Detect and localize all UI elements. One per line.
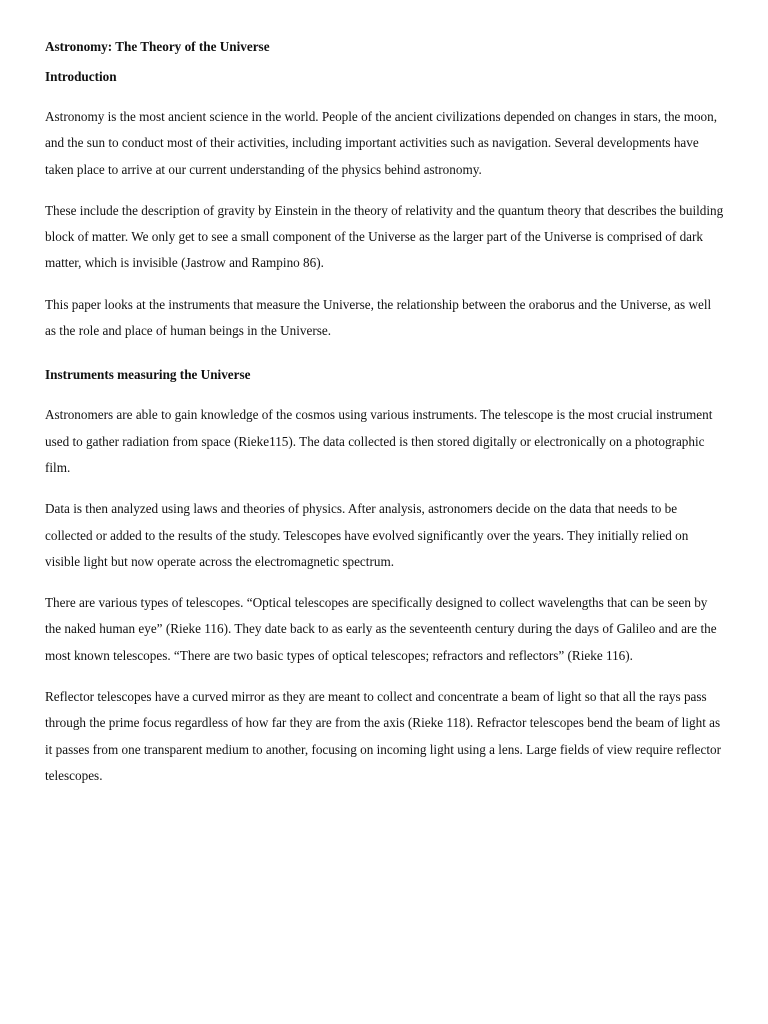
- paragraph: These include the description of gravity by Einstein in the theory of relativity and the quantum theory that describes the building block of matter. We only get to see a small component of the Universe as the larger part of the Universe is comprised of dark matter, which is invisible (Jastrow and Rampino 86).: [45, 202, 724, 271]
- document-page: [45, 38, 725, 789]
- section-heading-instruments: Instruments measuring the Universe: [45, 367, 251, 383]
- paragraph: Data is then analyzed using laws and theories of physics. After analysis, astronomers decide on the data that needs to be collected or added to the results of the study. Telescopes have evolved significantly over the years. They initially relied on visible light but now operate across the electromagnetic spectrum.: [45, 501, 689, 569]
- paragraph: There are various types of telescopes. “Optical telescopes are specifically designed to collect wavelengths that can be seen by the naked human eye” (Rieke 116). They date back to as early as the seventeenth century during the days of Galileo and are the most known telescopes. “There are two basic types of optical telescopes; refractors and reflectors” (Rieke 116).: [45, 595, 717, 663]
- paragraph: Astronomy is the most ancient science in the world. People of the ancient civilizations depended on changes in stars, the moon, and the sun to conduct most of their activities, including important activities such as navigation. Several developments have taken place to arrive at our current understanding of the physics behind astronomy.: [45, 109, 718, 177]
- paragraph: Astronomers are able to gain knowledge of the cosmos using various instruments. The telescope is the most crucial instrument used to gather radiation from space (Rieke115). The data collected is then stored digitally or electronically on a photographic film.: [45, 407, 713, 475]
- paragraph: This paper looks at the instruments that measure the Universe, the relationship between the oraborus and the Universe, as well as the role and place of human beings in the Universe.: [45, 296, 712, 339]
- paragraph: Reflector telescopes have a curved mirror as they are meant to collect and concentrate a beam of light so that all the rays pass through the prime focus regardless of how far they are from the axis (Rieke 118). Refractor telescopes bend the beam of light as it passes from one transparent medium to another, focusing on incoming light using a lens. Large fields of view require reflector telescopes.: [45, 689, 722, 783]
- section-heading-introduction: Introduction: [45, 69, 117, 84]
- document-title: Astronomy: The Theory of the Universe: [45, 39, 270, 54]
